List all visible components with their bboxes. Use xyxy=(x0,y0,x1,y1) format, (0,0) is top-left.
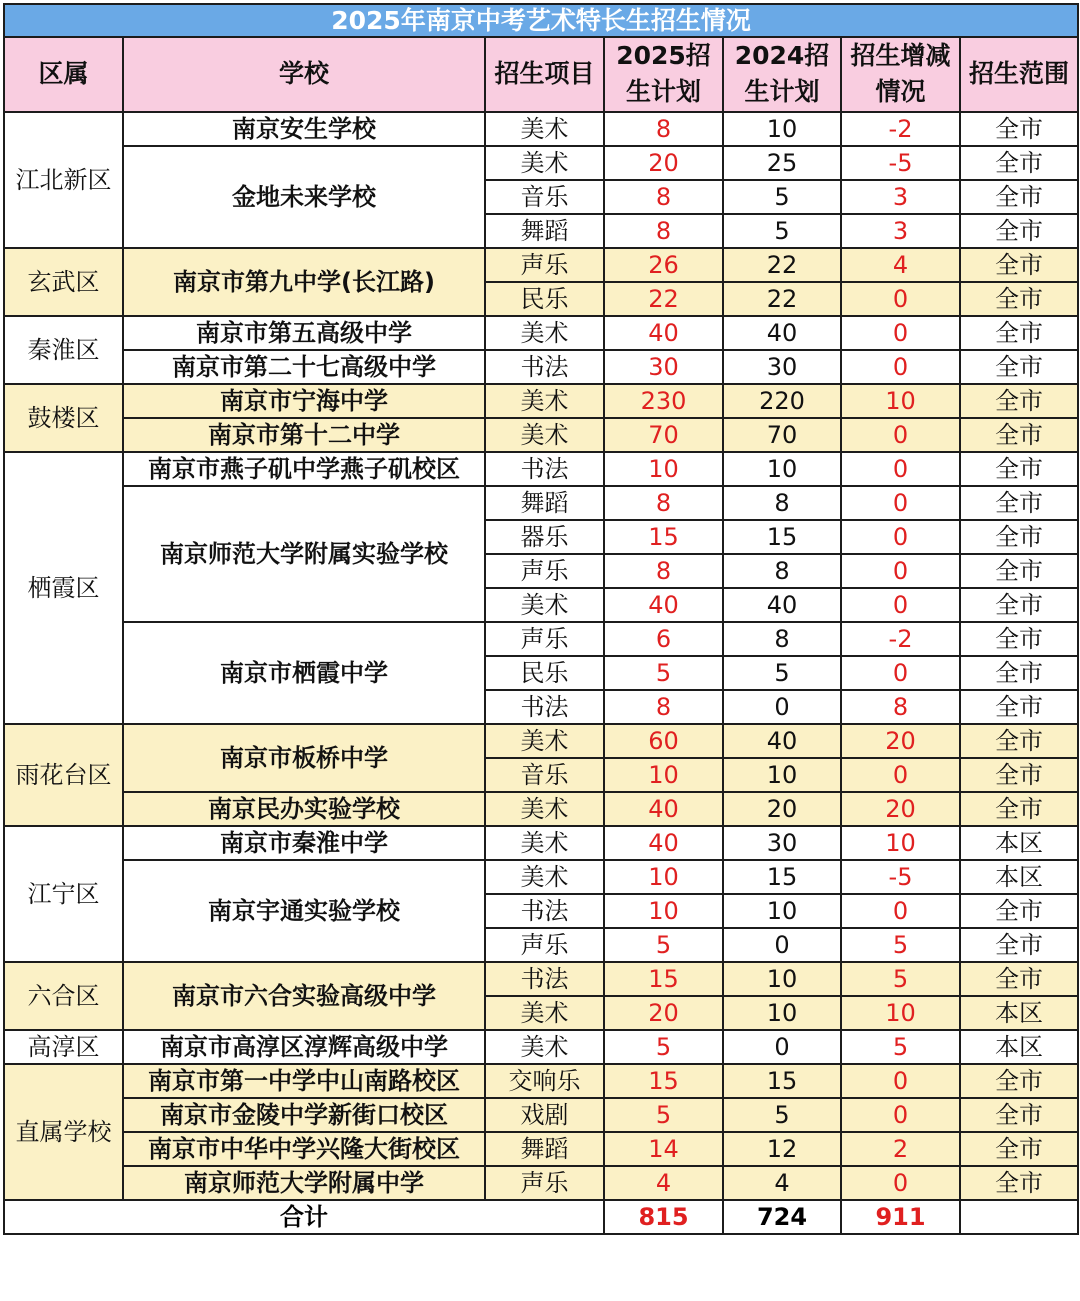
school-cell: 南京市燕子矶中学燕子矶校区 xyxy=(123,452,485,486)
header-plan-2025: 2025招生计划 xyxy=(604,37,723,112)
scope-cell: 全市 xyxy=(960,146,1078,180)
school-cell: 南京师范大学附属中学 xyxy=(123,1166,485,1200)
change-cell: 10 xyxy=(841,996,960,1030)
school-cell: 南京市秦淮中学 xyxy=(123,826,485,860)
change-cell: -5 xyxy=(841,860,960,894)
scope-cell: 本区 xyxy=(960,826,1078,860)
plan-2024-cell: 220 xyxy=(723,384,841,418)
plan-2025-cell: 10 xyxy=(604,452,723,486)
table-row xyxy=(4,860,1078,894)
program-cell: 声乐 xyxy=(485,248,604,282)
school-cell: 南京市第一中学中山南路校区 xyxy=(123,1064,485,1098)
change-cell: 0 xyxy=(841,520,960,554)
total-plan-2024: 724 xyxy=(723,1200,841,1234)
plan-2024-cell: 5 xyxy=(723,656,841,690)
scope-cell: 全市 xyxy=(960,316,1078,350)
plan-2025-cell: 230 xyxy=(604,384,723,418)
plan-2025-cell: 22 xyxy=(604,282,723,316)
school-cell: 南京安生学校 xyxy=(123,112,485,146)
change-cell: 0 xyxy=(841,554,960,588)
district-cell: 江北新区 xyxy=(4,112,123,248)
total-scope xyxy=(960,1200,1078,1234)
plan-2024-cell: 40 xyxy=(723,316,841,350)
plan-2024-cell: 22 xyxy=(723,282,841,316)
total-label: 合计 xyxy=(4,1200,604,1234)
plan-2025-cell: 14 xyxy=(604,1132,723,1166)
program-cell: 美术 xyxy=(485,384,604,418)
school-cell: 南京市板桥中学 xyxy=(123,724,485,792)
program-cell: 书法 xyxy=(485,690,604,724)
change-cell: 0 xyxy=(841,1098,960,1132)
plan-2024-cell: 22 xyxy=(723,248,841,282)
header-school: 学校 xyxy=(123,37,485,112)
plan-2025-cell: 15 xyxy=(604,962,723,996)
plan-2024-cell: 10 xyxy=(723,996,841,1030)
district-cell: 六合区 xyxy=(4,962,123,1030)
change-cell: 0 xyxy=(841,486,960,520)
change-cell: 4 xyxy=(841,248,960,282)
change-cell: -2 xyxy=(841,112,960,146)
scope-cell: 全市 xyxy=(960,520,1078,554)
plan-2025-cell: 8 xyxy=(604,180,723,214)
program-cell: 美术 xyxy=(485,418,604,452)
program-cell: 声乐 xyxy=(485,928,604,962)
table-row xyxy=(4,486,1078,520)
change-cell: 0 xyxy=(841,350,960,384)
plan-2025-cell: 8 xyxy=(604,112,723,146)
school-cell: 南京市宁海中学 xyxy=(123,384,485,418)
plan-2025-cell: 5 xyxy=(604,656,723,690)
plan-2025-cell: 15 xyxy=(604,1064,723,1098)
program-cell: 交响乐 xyxy=(485,1064,604,1098)
plan-2024-cell: 10 xyxy=(723,758,841,792)
plan-2024-cell: 15 xyxy=(723,860,841,894)
table-row xyxy=(4,112,1078,146)
plan-2024-cell: 5 xyxy=(723,180,841,214)
scope-cell: 全市 xyxy=(960,248,1078,282)
plan-2025-cell: 20 xyxy=(604,996,723,1030)
plan-2024-cell: 0 xyxy=(723,690,841,724)
scope-cell: 全市 xyxy=(960,792,1078,826)
scope-cell: 全市 xyxy=(960,282,1078,316)
plan-2025-cell: 15 xyxy=(604,520,723,554)
scope-cell: 全市 xyxy=(960,1098,1078,1132)
district-cell: 栖霞区 xyxy=(4,452,123,724)
plan-2025-cell: 5 xyxy=(604,928,723,962)
program-cell: 书法 xyxy=(485,350,604,384)
school-cell: 南京市六合实验高级中学 xyxy=(123,962,485,1030)
program-cell: 美术 xyxy=(485,588,604,622)
table-row xyxy=(4,384,1078,418)
plan-2024-cell: 10 xyxy=(723,452,841,486)
program-cell: 音乐 xyxy=(485,758,604,792)
total-plan-2025: 815 xyxy=(604,1200,723,1234)
scope-cell: 全市 xyxy=(960,1166,1078,1200)
plan-2024-cell: 0 xyxy=(723,928,841,962)
program-cell: 书法 xyxy=(485,452,604,486)
district-cell: 玄武区 xyxy=(4,248,123,316)
plan-2024-cell: 40 xyxy=(723,588,841,622)
scope-cell: 全市 xyxy=(960,486,1078,520)
change-cell: 0 xyxy=(841,316,960,350)
change-cell: 0 xyxy=(841,1166,960,1200)
plan-2025-cell: 40 xyxy=(604,792,723,826)
header-program: 招生项目 xyxy=(485,37,604,112)
scope-cell: 全市 xyxy=(960,1132,1078,1166)
district-cell: 江宁区 xyxy=(4,826,123,962)
header-district: 区属 xyxy=(4,37,123,112)
school-cell: 南京市金陵中学新街口校区 xyxy=(123,1098,485,1132)
scope-cell: 本区 xyxy=(960,860,1078,894)
program-cell: 美术 xyxy=(485,724,604,758)
school-cell: 南京市高淳区淳辉高级中学 xyxy=(123,1030,485,1064)
school-cell: 南京市第五高级中学 xyxy=(123,316,485,350)
change-cell: 0 xyxy=(841,452,960,486)
plan-2025-cell: 60 xyxy=(604,724,723,758)
program-cell: 美术 xyxy=(485,860,604,894)
scope-cell: 全市 xyxy=(960,350,1078,384)
change-cell: 0 xyxy=(841,758,960,792)
change-cell: 2 xyxy=(841,1132,960,1166)
plan-2024-cell: 10 xyxy=(723,894,841,928)
table-row xyxy=(4,622,1078,656)
program-cell: 声乐 xyxy=(485,622,604,656)
header-change: 招生增减情况 xyxy=(841,37,960,112)
plan-2024-cell: 4 xyxy=(723,1166,841,1200)
district-cell: 雨花台区 xyxy=(4,724,123,826)
school-cell: 南京民办实验学校 xyxy=(123,792,485,826)
program-cell: 舞蹈 xyxy=(485,486,604,520)
scope-cell: 全市 xyxy=(960,656,1078,690)
header-scope: 招生范围 xyxy=(960,37,1078,112)
scope-cell: 本区 xyxy=(960,1030,1078,1064)
plan-2024-cell: 8 xyxy=(723,554,841,588)
header-plan-2024: 2024招生计划 xyxy=(723,37,841,112)
plan-2024-cell: 30 xyxy=(723,350,841,384)
program-cell: 美术 xyxy=(485,996,604,1030)
plan-2024-cell: 5 xyxy=(723,1098,841,1132)
program-cell: 舞蹈 xyxy=(485,1132,604,1166)
program-cell: 器乐 xyxy=(485,520,604,554)
plan-2025-cell: 5 xyxy=(604,1030,723,1064)
table-row xyxy=(4,418,1078,452)
plan-2025-cell: 8 xyxy=(604,690,723,724)
admissions-table xyxy=(3,3,1079,1235)
change-cell: 20 xyxy=(841,792,960,826)
program-cell: 书法 xyxy=(485,962,604,996)
table-row xyxy=(4,316,1078,350)
plan-2024-cell: 40 xyxy=(723,724,841,758)
total-change: 911 xyxy=(841,1200,960,1234)
plan-2025-cell: 8 xyxy=(604,486,723,520)
scope-cell: 全市 xyxy=(960,1064,1078,1098)
plan-2025-cell: 5 xyxy=(604,1098,723,1132)
program-cell: 民乐 xyxy=(485,282,604,316)
plan-2024-cell: 0 xyxy=(723,1030,841,1064)
change-cell: 5 xyxy=(841,1030,960,1064)
table-row xyxy=(4,1030,1078,1064)
scope-cell: 全市 xyxy=(960,724,1078,758)
scope-cell: 本区 xyxy=(960,996,1078,1030)
school-cell: 南京师范大学附属实验学校 xyxy=(123,486,485,622)
change-cell: 0 xyxy=(841,588,960,622)
program-cell: 声乐 xyxy=(485,554,604,588)
scope-cell: 全市 xyxy=(960,214,1078,248)
plan-2025-cell: 40 xyxy=(604,316,723,350)
district-cell: 秦淮区 xyxy=(4,316,123,384)
plan-2025-cell: 40 xyxy=(604,588,723,622)
school-cell: 南京市第十二中学 xyxy=(123,418,485,452)
program-cell: 民乐 xyxy=(485,656,604,690)
school-cell: 南京宇通实验学校 xyxy=(123,860,485,962)
change-cell: -5 xyxy=(841,146,960,180)
plan-2024-cell: 15 xyxy=(723,520,841,554)
plan-2025-cell: 10 xyxy=(604,758,723,792)
plan-2025-cell: 70 xyxy=(604,418,723,452)
plan-2024-cell: 10 xyxy=(723,112,841,146)
table-row xyxy=(4,792,1078,826)
school-cell: 南京市栖霞中学 xyxy=(123,622,485,724)
plan-2025-cell: 8 xyxy=(604,554,723,588)
table-row xyxy=(4,1166,1078,1200)
plan-2024-cell: 12 xyxy=(723,1132,841,1166)
plan-2025-cell: 30 xyxy=(604,350,723,384)
plan-2025-cell: 10 xyxy=(604,860,723,894)
school-cell: 南京市中华中学兴隆大街校区 xyxy=(123,1132,485,1166)
program-cell: 美术 xyxy=(485,316,604,350)
total-row xyxy=(4,1200,1078,1234)
plan-2025-cell: 4 xyxy=(604,1166,723,1200)
table-row xyxy=(4,1098,1078,1132)
change-cell: 0 xyxy=(841,656,960,690)
plan-2025-cell: 40 xyxy=(604,826,723,860)
change-cell: 3 xyxy=(841,180,960,214)
school-cell: 南京市第九中学(长江路) xyxy=(123,248,485,316)
program-cell: 美术 xyxy=(485,112,604,146)
table-row xyxy=(4,146,1078,180)
plan-2024-cell: 30 xyxy=(723,826,841,860)
scope-cell: 全市 xyxy=(960,758,1078,792)
scope-cell: 全市 xyxy=(960,622,1078,656)
district-cell: 直属学校 xyxy=(4,1064,123,1200)
plan-2024-cell: 20 xyxy=(723,792,841,826)
change-cell: 0 xyxy=(841,418,960,452)
scope-cell: 全市 xyxy=(960,690,1078,724)
scope-cell: 全市 xyxy=(960,384,1078,418)
plan-2025-cell: 26 xyxy=(604,248,723,282)
table-row xyxy=(4,724,1078,758)
change-cell: 5 xyxy=(841,928,960,962)
program-cell: 美术 xyxy=(485,826,604,860)
program-cell: 声乐 xyxy=(485,1166,604,1200)
table-row xyxy=(4,962,1078,996)
program-cell: 书法 xyxy=(485,894,604,928)
program-cell: 戏剧 xyxy=(485,1098,604,1132)
plan-2024-cell: 8 xyxy=(723,486,841,520)
program-cell: 美术 xyxy=(485,146,604,180)
scope-cell: 全市 xyxy=(960,112,1078,146)
change-cell: 10 xyxy=(841,384,960,418)
plan-2024-cell: 10 xyxy=(723,962,841,996)
scope-cell: 全市 xyxy=(960,418,1078,452)
scope-cell: 全市 xyxy=(960,588,1078,622)
program-cell: 美术 xyxy=(485,1030,604,1064)
change-cell: 0 xyxy=(841,894,960,928)
scope-cell: 全市 xyxy=(960,452,1078,486)
district-cell: 高淳区 xyxy=(4,1030,123,1064)
plan-2024-cell: 5 xyxy=(723,214,841,248)
table-row xyxy=(4,248,1078,282)
change-cell: 8 xyxy=(841,690,960,724)
table-row xyxy=(4,826,1078,860)
program-cell: 舞蹈 xyxy=(485,214,604,248)
program-cell: 美术 xyxy=(485,792,604,826)
change-cell: 3 xyxy=(841,214,960,248)
plan-2024-cell: 15 xyxy=(723,1064,841,1098)
change-cell: 10 xyxy=(841,826,960,860)
scope-cell: 全市 xyxy=(960,928,1078,962)
table-row xyxy=(4,452,1078,486)
table-row xyxy=(4,350,1078,384)
scope-cell: 全市 xyxy=(960,962,1078,996)
change-cell: 20 xyxy=(841,724,960,758)
plan-2025-cell: 10 xyxy=(604,894,723,928)
change-cell: 0 xyxy=(841,1064,960,1098)
school-cell: 金地未来学校 xyxy=(123,146,485,248)
plan-2024-cell: 8 xyxy=(723,622,841,656)
plan-2024-cell: 25 xyxy=(723,146,841,180)
program-cell: 音乐 xyxy=(485,180,604,214)
table-row xyxy=(4,1132,1078,1166)
change-cell: -2 xyxy=(841,622,960,656)
change-cell: 0 xyxy=(841,282,960,316)
scope-cell: 全市 xyxy=(960,554,1078,588)
plan-2025-cell: 6 xyxy=(604,622,723,656)
plan-2025-cell: 20 xyxy=(604,146,723,180)
table-row xyxy=(4,1064,1078,1098)
plan-2025-cell: 8 xyxy=(604,214,723,248)
scope-cell: 全市 xyxy=(960,894,1078,928)
scope-cell: 全市 xyxy=(960,180,1078,214)
district-cell: 鼓楼区 xyxy=(4,384,123,452)
table-title: 2025年南京中考艺术特长生招生情况 xyxy=(4,4,1078,37)
change-cell: 5 xyxy=(841,962,960,996)
school-cell: 南京市第二十七高级中学 xyxy=(123,350,485,384)
plan-2024-cell: 70 xyxy=(723,418,841,452)
